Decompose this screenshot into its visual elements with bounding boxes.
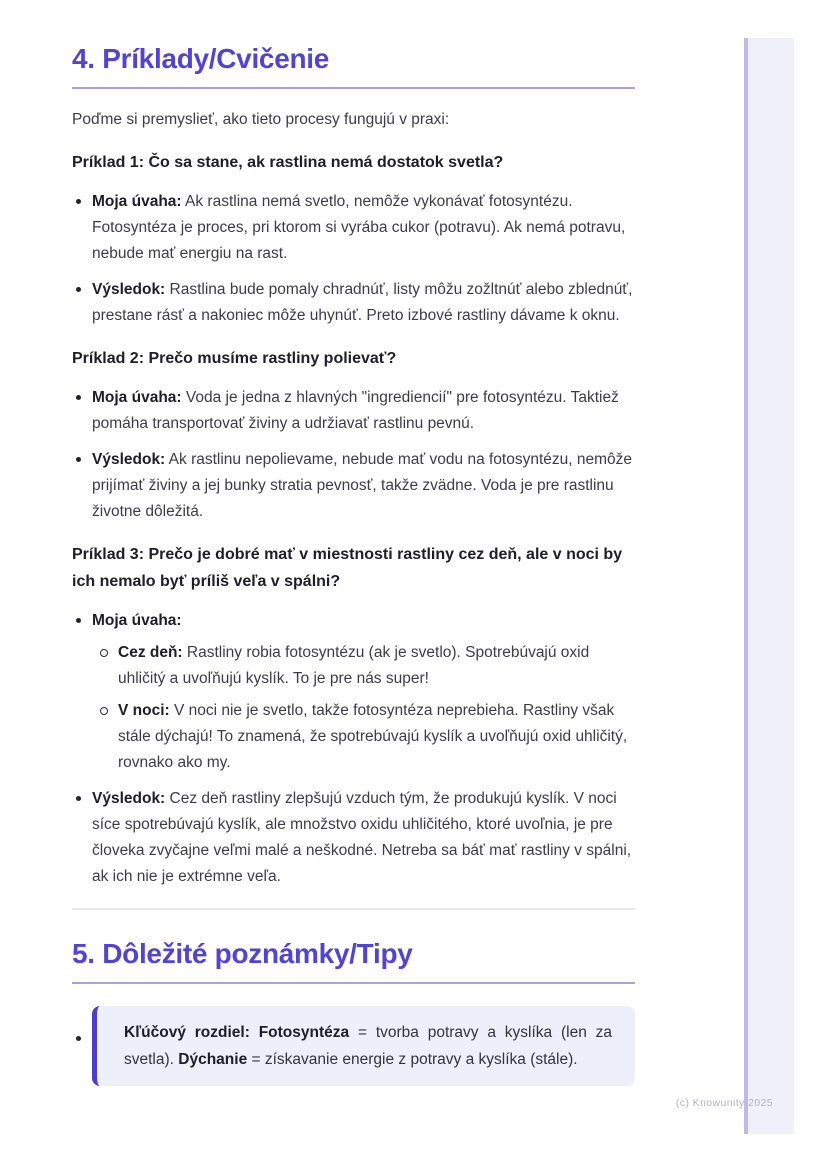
list-item [72,277,635,329]
callout-text: = získavanie energie z potravy a kyslíka (stále). [247,1051,578,1068]
list-item [72,189,635,267]
example-3-sublist [92,640,635,776]
bullet-label: Moja úvaha: [92,193,182,210]
bullet-label: Cez deň: [118,644,183,661]
bullet-dot-icon [76,796,81,801]
bullet-text: Ak rastlinu nepolievame, nebude mať vodu na fotosyntézu, nemôže prijímať živiny a jej bunky stratia pevnosť, takže zvädne. Voda je pre rastlinu životne dôležitá. [92,451,633,520]
callout-label: Kľúčový rozdiel: Fotosyntéza [124,1024,350,1041]
example-3-heading: Príklad 3: Prečo je dobré mať v miestnosti rastliny cez deň, ale v noci by ich nemalo byť príliš veľa v spálni? [72,546,623,590]
key-note-callout [92,1006,635,1086]
section-divider [72,908,635,910]
section-5-title: 5. Dôležité poznámky/Tipy [72,938,635,984]
watermark: (c) Knowunity 2025 [675,1097,773,1109]
next-page-edge [744,38,794,1134]
list-item [72,385,635,437]
bullet-label: Moja úvaha: [92,389,182,406]
bullet-label: Výsledok: [92,281,166,298]
example-2-heading: Príklad 2: Prečo musíme rastliny polievať? [72,350,397,367]
key-note-row [72,1006,635,1086]
key-note-text [124,1019,612,1073]
bullet-label: V noci: [118,702,170,719]
bullet-dot-icon [76,395,81,400]
bullet-circle-icon [100,649,108,657]
page-content [72,0,635,1086]
bullet-text: Rastliny robia fotosyntézu (ak je svetlo). Spotrebúvajú oxid uhličitý a uvoľňujú kyslík. To je pre nás super! [118,644,590,687]
bullet-label: Výsledok: [92,790,166,807]
section-4-intro: Poďme si premyslieť, ako tieto procesy fungujú v praxi: [72,111,450,128]
callout-text: = tvorba potravy a kyslíka (len za svetla). [124,1024,613,1068]
bullet-text: V noci nie je svetlo, takže fotosyntéza neprebieha. Rastliny však stále dýchajú! To znamená, že spotrebúvajú kyslík a uvoľňujú oxid uhličitý, rovnako ako my. [118,702,628,771]
sub-list-item [92,640,635,692]
example-2-list [72,385,635,525]
bullet-text: Cez deň rastliny zlepšujú vzduch tým, že produkujú kyslík. V noci síce spotrebúvajú kyslík, ale množstvo oxidu uhličitého, ktoré uvoľnia, je pre človeka zvyčajne veľmi malé a neškodné. Netreba sa báť mať rastliny v spálni, ak ich nie je extrémne veľa. [92,790,632,885]
bullet-dot-icon [76,287,81,292]
section-4-title: 4. Príklady/Cvičenie [72,43,635,89]
bullet-circle-icon [100,707,108,715]
bullet-dot-icon [76,618,81,623]
bullet-dot-icon [76,199,81,204]
bullet-text: Ak rastlina nemá svetlo, nemôže vykonávať fotosyntézu. Fotosyntéza je proces, pri ktorom si vyrába cukor (potravu). Ak nemá potravu, nebude mať energiu na rast. [92,193,626,262]
callout-bullet [72,1006,92,1086]
bullet-text: Rastlina bude pomaly chradnúť, listy môžu zožltnúť alebo zblednúť, prestane rásť a nakoniec môže uhynúť. Preto izbové rastliny dávame k oknu. [92,281,633,324]
example-3-list [72,608,635,890]
bullet-dot-icon [76,1036,81,1041]
list-item [72,608,635,776]
example-1-list [72,189,635,329]
example-1-heading: Príklad 1: Čo sa stane, ak rastlina nemá dostatok svetla? [72,154,504,171]
bullet-label: Výsledok: [92,451,166,468]
bullet-dot-icon [76,457,81,462]
list-item [72,447,635,525]
callout-label: Dýchanie [178,1051,248,1068]
list-item [72,786,635,890]
bullet-text: Voda je jedna z hlavných "ingrediencií" pre fotosyntézu. Taktiež pomáha transportovať živiny a udržiavať rastlinu pevnú. [92,389,619,432]
bullet-label: Moja úvaha: [92,612,182,629]
sub-list-item [92,698,635,776]
